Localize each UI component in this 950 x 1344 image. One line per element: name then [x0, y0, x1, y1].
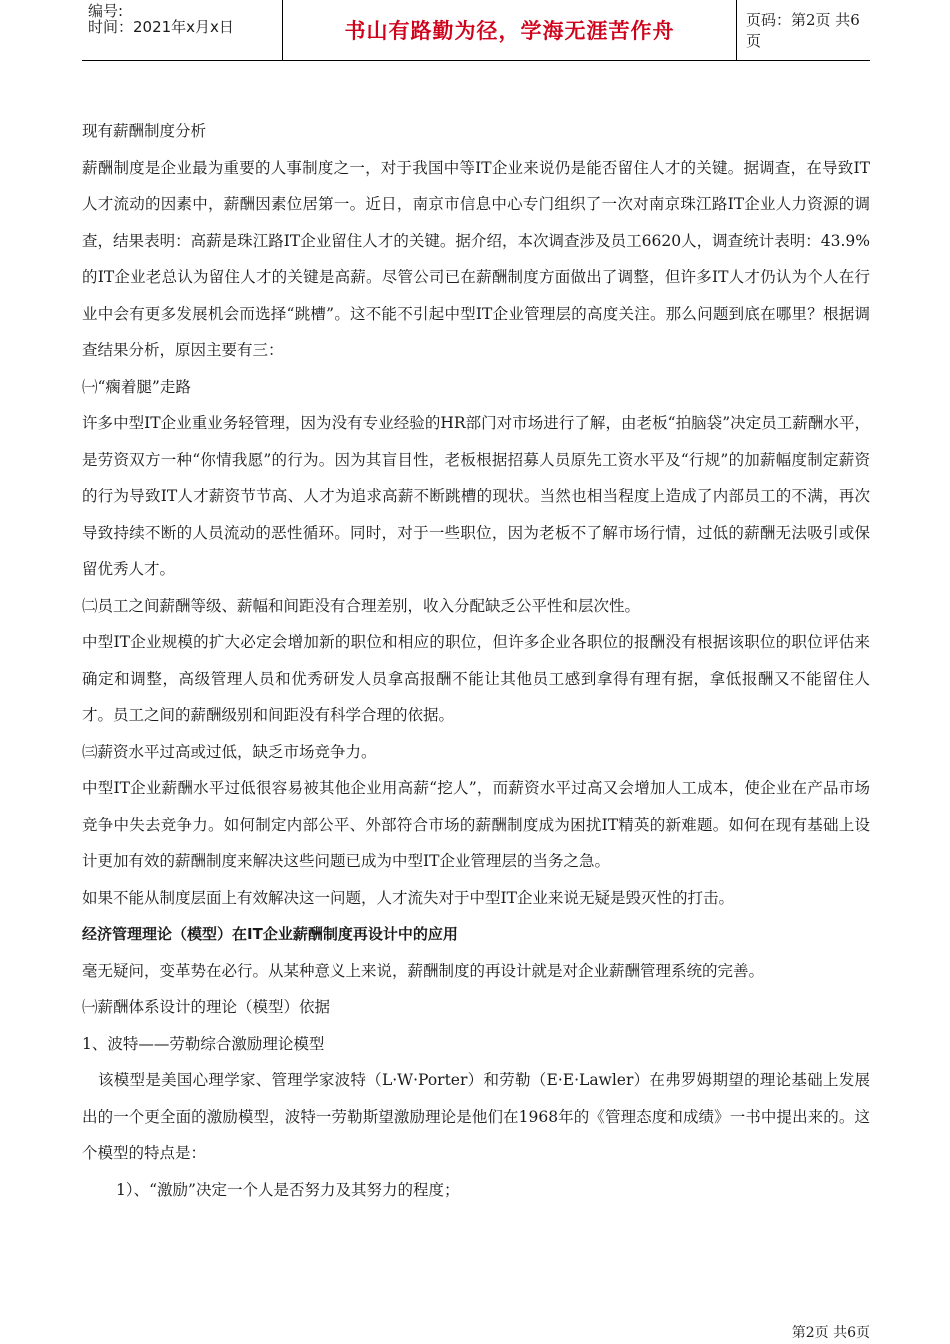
page-footer: 第2页 共6页	[791, 1325, 870, 1341]
paragraph: ㈢薪资水平过高或过低，缺乏市场竞争力。	[82, 742, 377, 761]
paragraph: 该模型是美国心理学家、管理学家波特（L·W·Porter）和劳勒（E·E·Lawler）在弗罗姆期望的理论基础上发展出的一个更全面的激励模型，波特一劳勒斯望激励理论是他们在1968年的《管理态度和成绩》一书中提出来的。这个模型的特点是：	[82, 1071, 870, 1162]
paragraph: ㈡员工之间薪酬等级、薪幅和间距没有合理差别，收入分配缺乏公平性和层次性。	[82, 596, 641, 615]
paragraph: ㈠“瘸着腿”走路	[82, 377, 191, 396]
header-meta	[82, 0, 282, 60]
time-label: 时间：2021年x月x日	[88, 18, 234, 36]
paragraph: 中型IT企业规模的扩大必定会增加新的职位和相应的职位，但许多企业各职位的报酬没有根据该职位的职位评估来确定和调整，高级管理人员和优秀研发人员拿高报酬不能让其他员工感到拿得有理有据，拿低报酬又不能留住人才。员工之间的薪酬级别和间距没有科学合理的依据。	[82, 633, 870, 724]
paragraph: 薪酬制度是企业最为重要的人事制度之一，对于我国中等IT企业来说仍是能否留住人才的关键。据调查，在导致IT人才流动的因素中，薪酬因素位居第一。近日，南京市信息中心专门组织了一次对南京珠江路IT企业人力资源的调查，结果表明：高薪是珠江路IT企业留住人才的关键。据介绍，本次调查涉及员工6620人，调查统计表明：43.9%的IT企业老总认为留住人才的关键是高薪。尽管公司已在薪酬制度方面做出了调整，但许多IT人才仍认为个人在行业中会有更多发展机会而选择“跳槽”。这不能不引起中型IT企业管理层的高度关注。那么问题到底在哪里？根据调查结果分析，原因主要有三：	[82, 158, 870, 359]
paragraph: 如果不能从制度层面上有效解决这一问题，人才流失对于中型IT企业来说无疑是毁灭性的打击。	[82, 888, 734, 907]
paragraph: 1）、“激励”决定一个人是否努力及其努力的程度；	[116, 1180, 460, 1199]
header-motto: 书山有路勤为径，学海无涯苦作舟	[282, 0, 737, 60]
header-page-info: 页码：第2页 共6页	[746, 11, 860, 50]
section-heading: 经济管理理论（模型）在IT企业薪酬制度再设计中的应用	[82, 925, 458, 943]
paragraph: ㈠薪酬体系设计的理论（模型）依据	[82, 998, 331, 1016]
paragraph: 中型IT企业薪酬水平过低很容易被其他企业用高薪“挖人”，而薪资水平过高又会增加人工成本，使企业在产品市场竞争中失去竞争力。如何制定内部公平、外部符合市场的薪酬制度成为困扰IT精英的新难题。如何在现有基础上设计更加有效的薪酬制度来解决这些问题已成为中型IT企业管理层的当务之急。	[82, 779, 870, 870]
number-label: 编号:	[88, 2, 124, 20]
page-header	[82, 0, 870, 61]
document-body	[82, 113, 870, 1208]
paragraph: 现有薪酬制度分析	[82, 122, 207, 140]
paragraph: 1、波特——劳勒综合激励理论模型	[82, 1034, 325, 1053]
paragraph: 毫无疑问，变革势在必行。从某种意义上来说，薪酬制度的再设计就是对企业薪酬管理系统的完善。	[82, 961, 765, 980]
paragraph: 许多中型IT企业重业务轻管理，因为没有专业经验的HR部门对市场进行了解，由老板“拍脑袋”决定员工薪酬水平，是劳资双方一种“你情我愿”的行为。因为其盲目性，老板根据招募人员原先工资水平及“行规”的加薪幅度制定薪资的行为导致IT人才薪资节节高、人才为追求高薪不断跳槽的现状。当然也相当程度上造成了内部员工的不满，再次导致持续不断的人员流动的恶性循环。同时，对于一些职位，因为老板不了解市场行情，过低的薪酬无法吸引或保留优秀人才。	[82, 414, 870, 578]
